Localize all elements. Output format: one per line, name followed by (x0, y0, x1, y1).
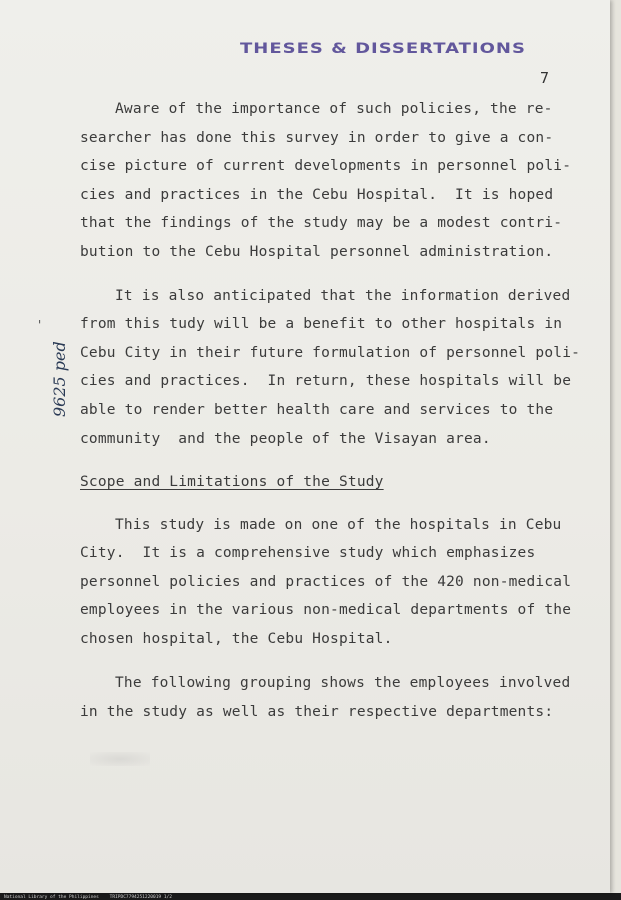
text-line: chosen hospital, the Cebu Hospital. (80, 631, 393, 647)
text-line: able to render better health care and services to the (80, 402, 554, 418)
text-line: personnel policies and practices of the 420 non-medical (80, 574, 572, 590)
text-line: It is also anticipated that the information derived (115, 288, 571, 304)
text-line: cies and practices. In return, these hospitals will be (80, 373, 572, 389)
text-line: The following grouping shows the employees involved (115, 675, 571, 691)
margin-mark: ' (36, 318, 44, 332)
text-line: employees in the various non-medical departments of the (80, 602, 572, 618)
library-stamp: THESES & DISSERTATIONS (240, 40, 526, 57)
text-line: Cebu City in their future formulation of personnel poli- (80, 345, 581, 361)
text-line: This study is made on one of the hospitals in Cebu (115, 517, 562, 533)
text-line: bution to the Cebu Hospital personnel administration. (80, 244, 554, 260)
text-line: from this tudy will be a benefit to other hospitals in (80, 316, 563, 332)
page-number: 7 (540, 69, 550, 87)
section-heading: Scope and Limitations of the Study (80, 474, 384, 490)
text-line: Aware of the importance of such policies, the re- (115, 101, 553, 117)
scan-footer: National Library of the Philippines TRIPDC7794251220019 1/2 (4, 895, 172, 900)
text-line: cise picture of current developments in personnel poli- (80, 158, 572, 174)
text-line: City. It is a comprehensive study which emphasizes (80, 545, 536, 561)
handwritten-margin-note: 9625 ped (50, 341, 69, 417)
text-line: cies and practices in the Cebu Hospital. It is hoped (80, 187, 554, 203)
paper-smudge (90, 752, 150, 766)
text-line: community and the people of the Visayan area. (80, 431, 491, 447)
text-line: that the findings of the study may be a modest contri- (80, 215, 563, 231)
text-line: searcher has done this survey in order to give a con- (80, 130, 554, 146)
text-line: in the study as well as their respective departments: (80, 704, 554, 720)
